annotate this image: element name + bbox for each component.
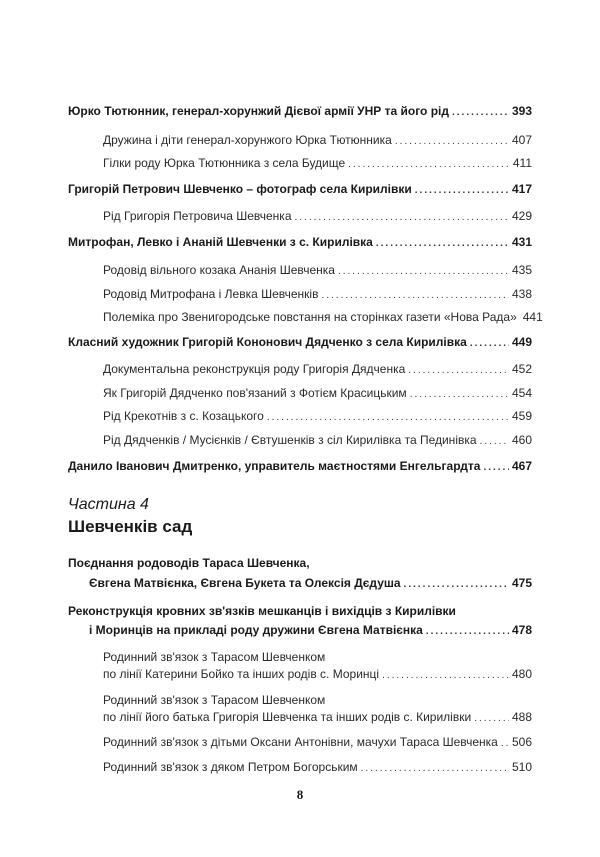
toc-entry-page: 475 (511, 576, 532, 590)
toc-entry-page: 467 (511, 459, 532, 473)
toc-entry[interactable] (68, 459, 532, 475)
toc-entry-title: Класний художник Григорій Кононович Дядченко з села Кирилівка (68, 335, 467, 349)
toc-entry-page: 460 (511, 433, 532, 447)
leader-dots (376, 237, 509, 251)
toc-entry-page: 441 (522, 310, 543, 324)
toc-entry-title: по лінії його батька Григорія Шевченка та інших родів с. Кирилівки (103, 710, 472, 724)
toc-entry-page: 506 (511, 735, 532, 749)
toc-subentry[interactable] (103, 433, 532, 449)
toc-subentry[interactable] (103, 735, 532, 751)
toc-entry-page: 452 (511, 362, 532, 376)
toc-entry[interactable] (89, 623, 532, 639)
toc-entry-title: Документальна реконструкція роду Григорія Дядченка (103, 362, 406, 376)
toc-entry-page: 478 (511, 623, 532, 637)
page-number: 8 (296, 787, 304, 802)
toc-entry[interactable] (68, 104, 532, 120)
part-label: Частина 4 (68, 496, 149, 513)
toc-subentry[interactable] (103, 409, 532, 425)
toc-entry-title: Гілки роду Юрка Тютюнника з села Будище (103, 156, 346, 170)
leader-dots (321, 289, 509, 303)
toc-entry[interactable] (68, 182, 532, 198)
toc-entry-title: Рід Григорія Петровича Шевченка (103, 209, 292, 223)
toc-subentry[interactable] (103, 362, 532, 378)
toc-entry-page: 449 (511, 335, 532, 349)
leader-dots (483, 461, 509, 475)
toc-subentry[interactable] (103, 287, 532, 303)
toc-entry-page: 417 (511, 182, 532, 196)
toc-subentry[interactable] (103, 310, 543, 326)
toc-entry-title: Рід Дядченків / Мусієнків / Євтушенків з сіл Кирилівка та Пединівка (103, 433, 477, 447)
leader-dots (361, 762, 509, 776)
toc-entry-title: і Моринців на прикладі роду дружини Євгена Матвієнка (89, 623, 423, 637)
leader-dots (382, 669, 509, 683)
leader-dots (408, 364, 509, 378)
toc-entry-title: Дружина і діти генерал-хорунжого Юрка Тютюнника (103, 133, 392, 147)
leader-dots (415, 184, 509, 198)
toc-entry-title: по лінії Катерини Бойко та інших родів с. Моринці (103, 667, 380, 681)
leader-dots (480, 435, 509, 449)
toc-entry-page: 407 (511, 133, 532, 147)
toc-entry-title: Як Григорій Дядченко пов'язаний з Фотієм Красицьким (103, 386, 407, 400)
toc-entry-page: 488 (511, 710, 532, 724)
toc-entry-page: 429 (511, 209, 532, 223)
toc-subentry[interactable] (103, 760, 532, 776)
toc-entry-page: 435 (511, 263, 532, 277)
leader-dots (410, 388, 509, 402)
toc-entry-title: Данило Іванович Дмитренко, управитель маєтностями Енгельгардта (68, 459, 481, 473)
toc-entry-title: Рід Крекотнів з с. Козацького (103, 409, 264, 423)
toc-entry-page: 454 (511, 386, 532, 400)
toc-entry-page: 411 (512, 156, 532, 170)
leader-dots (426, 625, 509, 639)
toc-entry-title: Євгена Матвієнка, Євгена Букета та Олексія Дєдуша (89, 576, 401, 590)
toc-entry-title: Родовід Митрофана і Левка Шевченків (103, 287, 319, 301)
toc-entry-title: Юрко Тютюнник, генерал-хорунжий Дієвої армії УНР та його рід (68, 104, 449, 118)
toc-entry-page: 459 (511, 409, 532, 423)
toc-subentry[interactable] (103, 386, 532, 402)
toc-entry-page: 393 (511, 104, 532, 118)
toc-subentry[interactable] (103, 133, 532, 149)
toc-entry-title: Григорій Петрович Шевченко – фотограф села Кирилівки (68, 182, 412, 196)
leader-dots (395, 135, 509, 149)
toc-subentry-line1: Родинний зв'язок з Тарасом Шевченком (103, 650, 326, 664)
toc-entry-title: Родинний зв'язок з дяком Петром Богорським (103, 760, 358, 774)
toc-entry-line1: Поєднання родоводів Тараса Шевченка, (68, 556, 310, 570)
toc-entry-page: 431 (511, 235, 532, 249)
toc-entry-line1: Реконструкція кровних зв'язків мешканців і вихідців з Кирилівки (68, 604, 456, 618)
leader-dots (474, 712, 509, 726)
toc-entry-page: 438 (511, 287, 532, 301)
toc-entry-page: 510 (511, 760, 532, 774)
toc-entry-title: Родинний зв'язок з дітьми Оксани Антонівни, мачухи Тараса Шевченка (103, 735, 498, 749)
leader-dots (338, 265, 509, 279)
toc-subentry[interactable] (103, 156, 532, 172)
leader-dots (452, 106, 509, 120)
toc-subentry[interactable] (103, 209, 532, 225)
leader-dots (404, 578, 509, 592)
leader-dots (470, 337, 509, 351)
part-title: Шевченків сад (68, 517, 193, 536)
toc-entry[interactable] (68, 235, 532, 251)
leader-dots (501, 737, 509, 751)
leader-dots (295, 211, 509, 225)
toc-entry-title: Родовід вільного козака Ананія Шевченка (103, 263, 335, 277)
toc-entry-title: Митрофан, Левко і Ананій Шевченки з с. Кирилівка (68, 235, 373, 249)
toc-subentry-line1: Родинний зв'язок з Тарасом Шевченком (103, 693, 326, 707)
toc-entry-page: 480 (511, 667, 532, 681)
toc-subentry[interactable] (103, 263, 532, 279)
toc-entry[interactable] (89, 576, 532, 592)
leader-dots (267, 411, 509, 425)
toc-subentry[interactable] (103, 667, 532, 683)
toc-entry-title: Полеміка про Звенигородське повстання на сторінках газети «Нова Рада» (103, 310, 517, 324)
toc-subentry[interactable] (103, 710, 532, 726)
leader-dots (348, 158, 510, 172)
toc-entry[interactable] (68, 335, 532, 351)
